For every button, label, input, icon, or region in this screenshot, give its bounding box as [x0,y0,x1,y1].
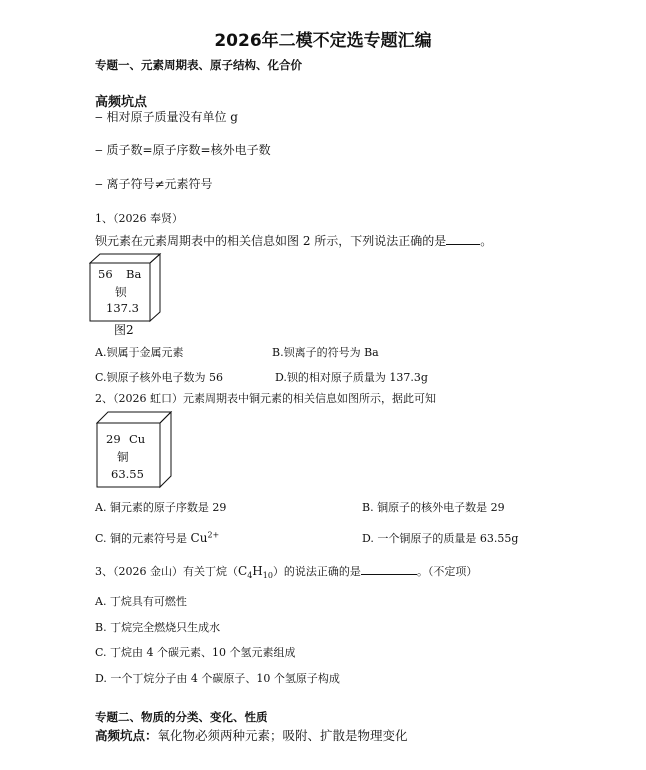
pitfall-item-2: ‒ 质子数=原子序数=核外电子数 [95,143,271,157]
q3-stem: 3、（2026 金山）有关丁烷$(C_4H_{10})$的说法正确的是 。（不定项） [95,564,478,581]
atomic-mass: 63.55 [111,467,144,481]
q2-option-d: D. 一个铜原子的质量是 63.55g [362,532,519,545]
figure-caption: 图2 [114,323,134,337]
q2-stem: 2、（2026 虹口）元素周期表中铜元素的相关信息如图所示，据此可知 [95,392,436,405]
topic-2-heading: 专题二、物质的分类、变化、性质 [95,710,268,724]
dash-bullet: ‒ [95,110,107,124]
topic-1-heading: 专题一、元素周期表、原子结构、化合价 [95,58,302,72]
pitfall-item-3: ‒ 离子符号≠元素符号 [95,177,213,191]
element-card-barium [89,253,163,323]
q1-stem: 钡元素在元素周期表中的相关信息如图 2 所示，下列说法正确的是 。 [95,234,493,248]
page-title: 2026年二模不定选专题汇编 [214,31,432,51]
element-symbol: Ba [126,267,142,281]
q3-option-d: D. 一个丁烷分子由 4 个碳原子、10 个氢原子构成 [95,672,340,685]
q2-option-a: A. 铜元素的原子序数是 29 [95,501,227,514]
element-symbol: Cu [129,432,146,446]
q2-option-c: C. 铜的元素符号是 $Cu^{2+}$ [95,530,220,545]
pitfall-item-1: ‒ 相对原子质量没有单位 g [95,110,238,124]
atomic-number: 29 [106,432,121,446]
q1-number: 1、（2026 奉贤） [95,212,183,225]
dash-bullet: ‒ [95,143,107,157]
element-name: 钡 [115,285,127,299]
q3-option-c: C. 丁烷由 4 个碳元素、10 个氢元素组成 [95,646,296,659]
answer-blank [446,232,480,245]
atomic-number: 56 [98,267,113,281]
topic-2-pitfalls: 高频坑点：氧化物必须两种元素；吸附、扩散是物理变化 [95,728,408,743]
q1-option-d: D.钡的相对原子质量为 137.3g [275,371,428,384]
dash-bullet: ‒ [95,177,107,191]
answer-blank [361,562,417,575]
q3-option-b: B. 丁烷完全燃烧只生成水 [95,621,221,634]
q1-option-a: A.钡属于金属元素 [95,346,184,359]
q3-option-a: A. 丁烷具有可燃性 [95,595,187,608]
pitfalls-heading: 高频坑点 [95,95,148,110]
element-card-copper [96,411,173,489]
atomic-mass: 137.3 [106,301,139,315]
q1-option-c: C.钡原子核外电子数为 56 [95,371,224,384]
q1-option-b: B.钡离子的符号为 Ba [272,346,379,359]
q2-option-b: B. 铜原子的核外电子数是 29 [362,501,505,514]
element-name: 铜 [117,450,129,464]
